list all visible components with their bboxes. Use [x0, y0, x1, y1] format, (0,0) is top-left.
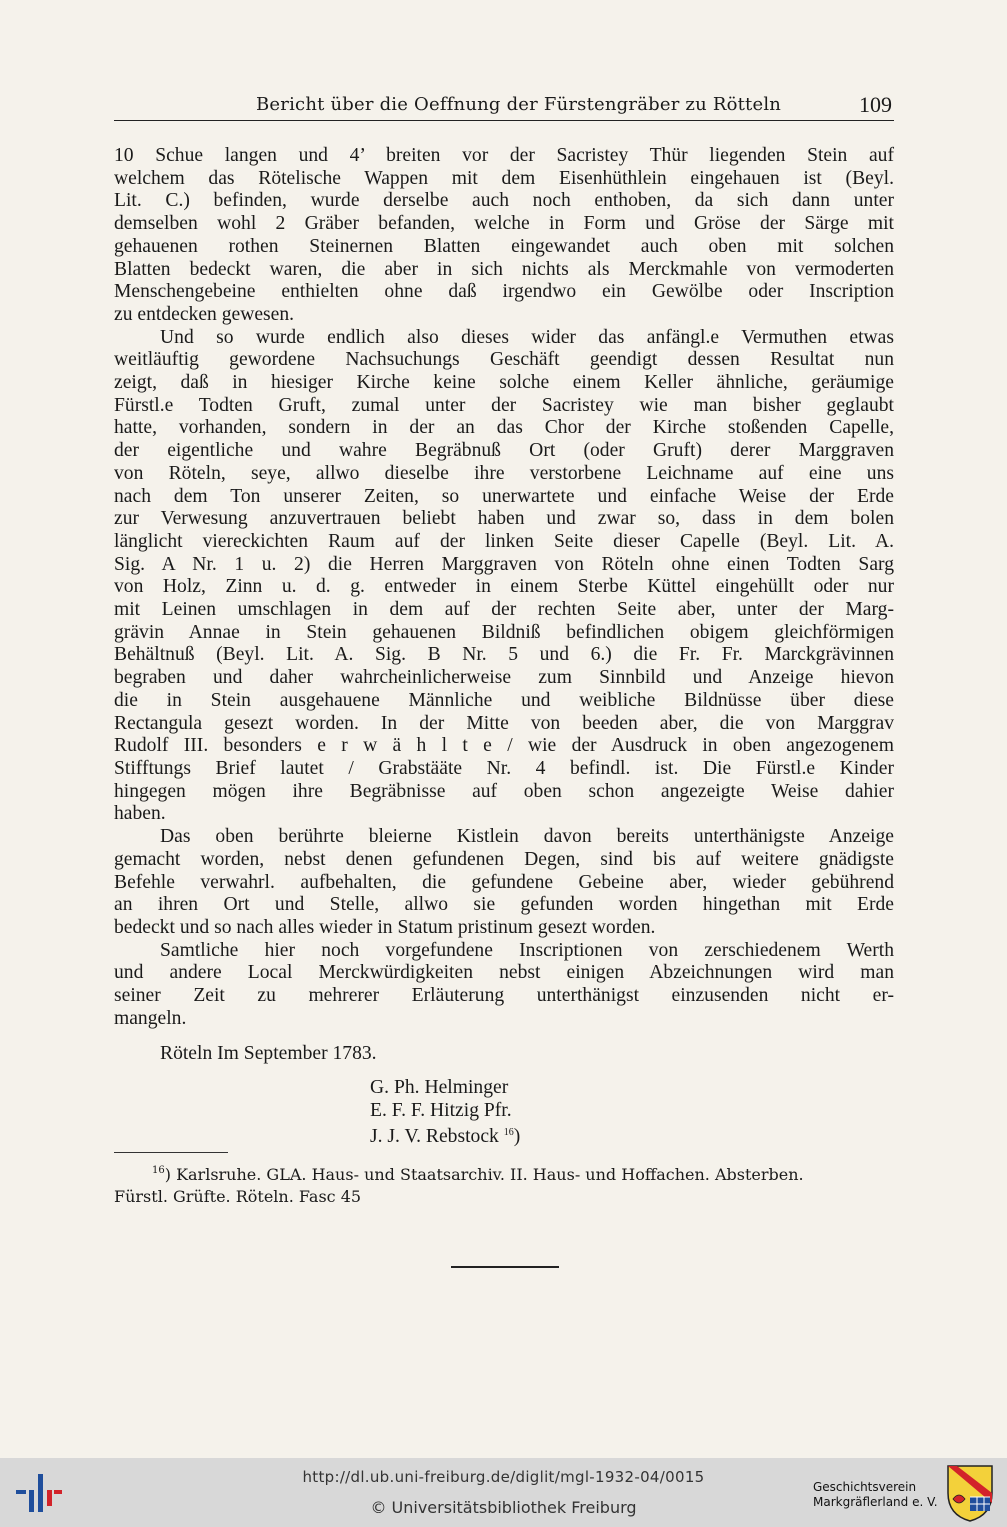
- paragraph: [114, 327, 894, 826]
- running-title: Bericht über die Oeffnung der Fürstengräber zu Rötteln: [256, 94, 782, 115]
- text-line: mit Leinen umschlagen in dem auf der rechten Seite aber, unter der Marg-: [114, 599, 894, 621]
- text-line: Das oben berührte bleierne Kistlein davon bereits unterthänigste Anzeige: [160, 826, 894, 848]
- text-line: Rectangula gesezt worden. In der Mitte von beeden aber, die von Marggrav: [114, 712, 894, 734]
- text-line: Befehle verwahrl. aufbehalten, die gefundene Gebeine aber, wieder gebührend: [114, 871, 894, 893]
- text-line: Blatten bedeckt waren, die aber in sich nichts als Merckmahle von vermoderten: [114, 258, 894, 280]
- text-line: Samtliche hier noch vorgefundene Inscriptionen von zerschiedenem Werth: [160, 939, 894, 961]
- text-line: begraben und daher wahrcheinlicherweise zum Sinnbild und Anzeige hievon: [114, 667, 894, 689]
- society-line: Markgräflerland e. V.: [813, 1495, 938, 1509]
- text-line: hingegen mögen ihre Begräbnisse auf oben schon angezeigte Weise dahier: [114, 780, 894, 802]
- text-line: und andere Local Merckwürdigkeiten nebst einigen Abzeichnungen wird man: [114, 962, 894, 984]
- copyright: © Universitätsbibliothek Freiburg: [370, 1498, 637, 1517]
- footnote-rule: [114, 1152, 228, 1153]
- coat-of-arms-icon: [945, 1463, 995, 1523]
- body-text: [114, 145, 894, 1030]
- text-line: Behältnuß (Beyl. Lit. A. Sig. B Nr. 5 und 6.) die Fr. Fr. Marckgrävinnen: [114, 644, 894, 666]
- text-line: an ihren Ort und Stelle, allwo sie gefunden worden hingethan mit Erde: [114, 894, 894, 916]
- text-line: Stifftungs Brief lautet / Grabstääte Nr. 4 befindl. ist. Die Fürstl.e Kinder: [114, 757, 894, 779]
- text-line: Sig. A Nr. 1 u. 2) die Herren Marggraven von Röteln ohne einen Todten Sarg: [114, 553, 894, 575]
- text-line: Rudolf III. besonders e r w ä h l t e / wie der Ausdruck in oben angezogenem: [114, 735, 894, 757]
- text-line: nach dem Ton unserer Zeiten, so unerwartete und einfache Weise der Erde: [114, 485, 894, 507]
- text-line: von Röteln, seye, allwo dieselbe ihre verstorbene Leichname auf eine uns: [114, 462, 894, 484]
- text-line: gehauenen rothen Steinernen Blatten eingewandet auch oben mit solchen: [114, 235, 894, 257]
- text-line: grävin Annae in Stein gehauenen Bildniß befindlichen obigem gleichförmigen: [114, 621, 894, 643]
- signature-line: [370, 1122, 520, 1149]
- text-line: bedeckt und so nach alles wieder in Statum pristinum gesezt worden.: [114, 916, 656, 938]
- footnote-text: ) Karlsruhe. GLA. Haus- und Staatsarchiv. II. Haus- und Hoffachen. Absterben.: [164, 1165, 804, 1184]
- paragraph: [114, 826, 894, 940]
- text-line: hatte, vorhanden, sondern in der an das Chor der Kirche stoßenden Capelle,: [114, 417, 894, 439]
- footnote: [114, 1160, 894, 1208]
- text-line: Fürstl.e Todten Gruft, zumal unter der Sacristey wie man bisher geglaubt: [114, 394, 894, 416]
- text-line: von Holz, Zinn u. d. g. entweder in einem Sterbe Küttel eingehüllt oder nur: [114, 576, 894, 598]
- signature-line: G. Ph. Helminger: [370, 1077, 509, 1098]
- end-rule: [451, 1266, 559, 1268]
- footnote-number: 16: [152, 1165, 165, 1176]
- text-line: welchem das Rötelische Wappen mit dem Eisenhüthlein eingehauen ist (Beyl.: [114, 167, 894, 189]
- signature-name: J. J. V. Rebstock: [370, 1126, 499, 1148]
- paragraph: [114, 940, 894, 1031]
- library-footer: [0, 1458, 1007, 1527]
- text-line: zeigt, daß in hiesiger Kirche keine solche einem Keller ähnliche, geräumige: [114, 372, 894, 394]
- society-line: Geschichtsverein: [813, 1480, 917, 1494]
- text-line: die in Stein ausgehauene Männliche und weibliche Bildnüsse über diese: [114, 689, 894, 711]
- text-line: 10 Schue langen und 4’ breiten vor der Sacristey Thür liegenden Stein auf: [114, 145, 894, 166]
- text-line: mangeln.: [114, 1007, 187, 1029]
- footnote-line: Fürstl. Grüfte. Röteln. Fasc 45: [114, 1187, 362, 1206]
- text-line: Menschengebeine enthielten ohne daß irgendwo ein Gewölbe oder Inscription: [114, 281, 894, 303]
- society-name: [813, 1480, 938, 1510]
- permalink[interactable]: http://dl.ub.uni-freiburg.de/diglit/mgl-1932-04/0015: [302, 1468, 705, 1486]
- text-line: zu entdecken gewesen.: [114, 303, 295, 325]
- footnote-ref-close: ): [513, 1126, 521, 1148]
- page-header: [114, 92, 894, 121]
- signature-line: E. F. F. Hitzig Pfr.: [370, 1099, 512, 1121]
- text-line: gemacht worden, nebst denen gefundenen Degen, sind bis auf weitere gnädigste: [114, 848, 894, 870]
- paragraph: [114, 145, 894, 327]
- text-line: haben.: [114, 803, 166, 825]
- text-line: Lit. C.) befinden, wurde derselbe auch noch enthoben, da sich dann unter: [114, 190, 894, 212]
- signature-block: [370, 1077, 520, 1149]
- text-line: seiner Zeit zu mehrerer Erläuterung unterthänigst einzusenden nicht er-: [114, 985, 894, 1007]
- text-line: zur Verwesung anzuvertrauen beliebt haben und zwar so, dass in dem bolen: [114, 508, 894, 530]
- text-line: demselben wohl 2 Gräber befanden, welche in Form und Gröse der Särge mit: [114, 213, 894, 235]
- text-line: der eigentliche und wahre Begräbnuß Ort (oder Gruft) derer Marggraven: [114, 440, 894, 462]
- closing-date: Röteln Im September 1783.: [160, 1043, 377, 1064]
- text-line: länglicht viereckichten Raum auf der linken Seite dieser Capelle (Beyl. Lit. A.: [114, 530, 894, 552]
- text-line: weitläuftig gewordene Nachsuchungs Geschäft geendigt dessen Resultat nun: [114, 349, 894, 371]
- page-number: 109: [859, 92, 892, 117]
- text-line: Und so wurde endlich also dieses wider das anfängl.e Vermuthen etwas: [160, 326, 894, 348]
- footnote-ref: 16: [503, 1127, 514, 1139]
- footnote-line: [114, 1160, 894, 1186]
